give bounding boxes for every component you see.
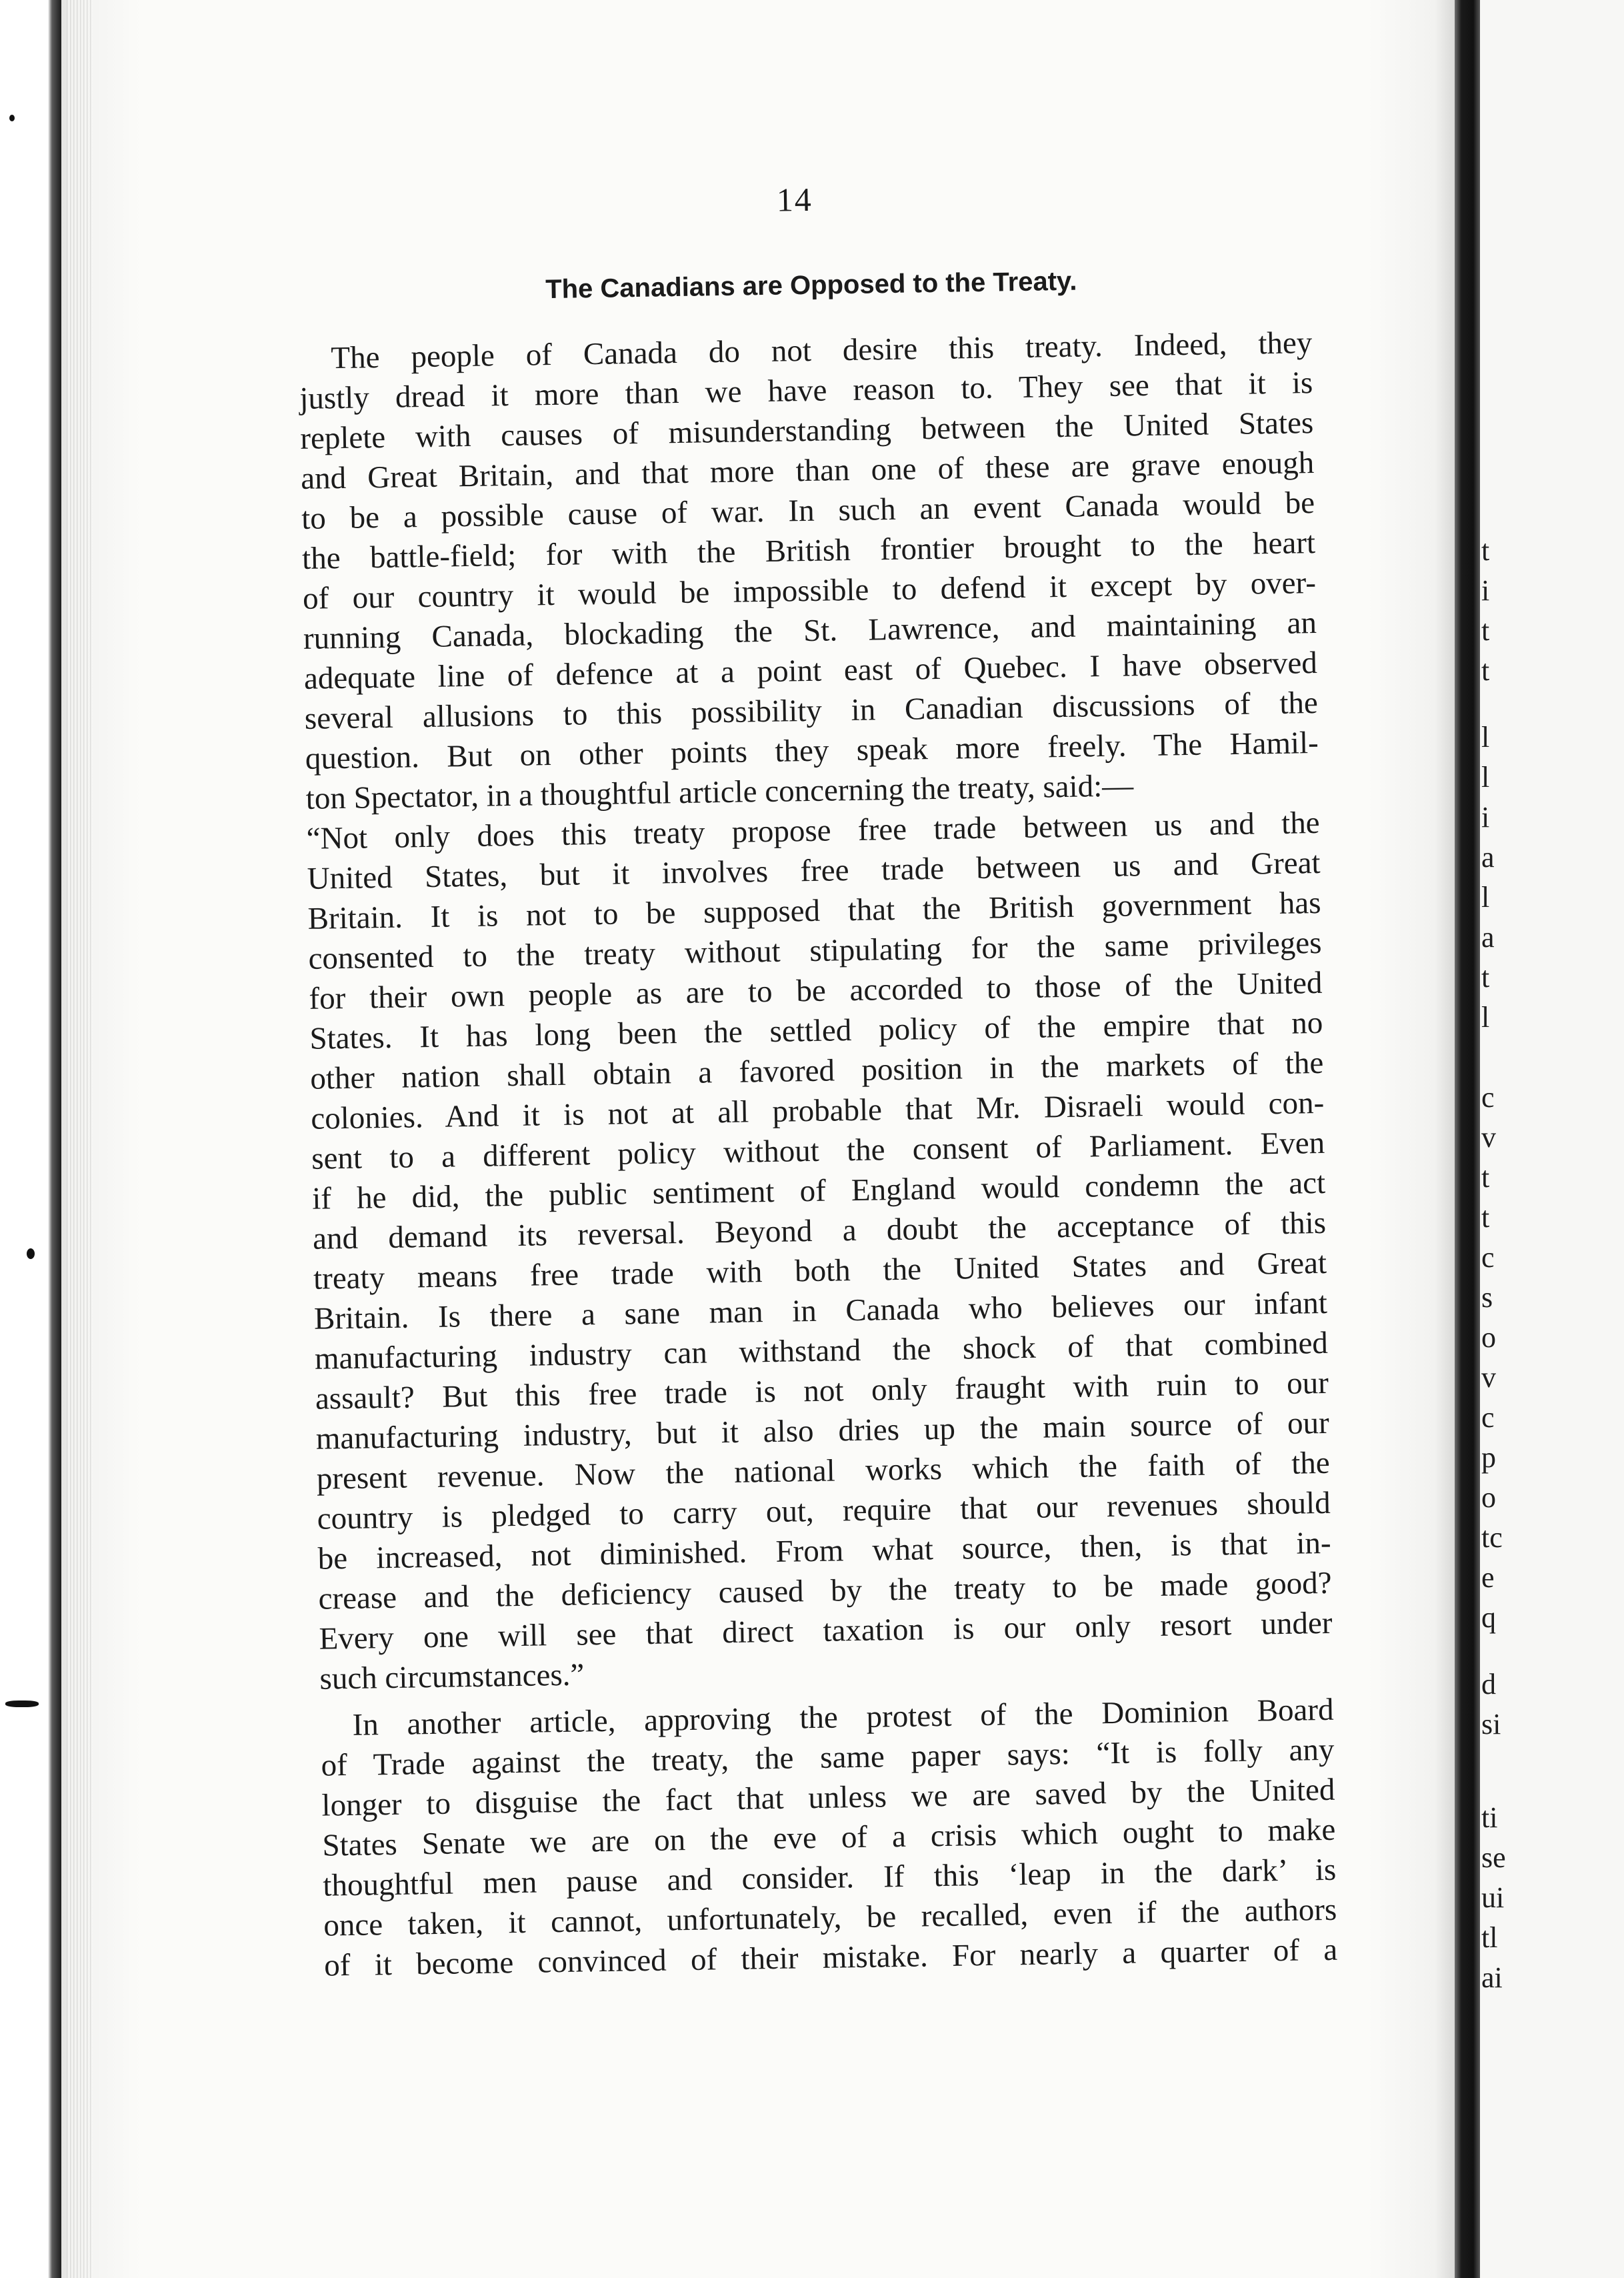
- quote-line: such circumstances.”: [319, 1657, 585, 1696]
- quote-line: colonies. And it is not at all probable that Mr. Disraeli would con-: [310, 1085, 1325, 1136]
- quote-line: Britain. Is there a sane man in Canada who believes our infant: [313, 1285, 1328, 1336]
- quote-line: for their own people as are to be accorded to those of the United: [309, 965, 1323, 1016]
- adjacent-page-fragment: tc: [1481, 1521, 1503, 1554]
- adjacent-page-fragment: p: [1481, 1441, 1496, 1474]
- adjacent-page-fragment: o: [1481, 1481, 1496, 1514]
- scan-speck: [27, 1248, 35, 1259]
- text-line: ton Spectator, in a thoughtful article concerning the treaty, said:—: [305, 768, 1134, 816]
- text-line: longer to disguise the fact that unless we are saved by the United: [321, 1772, 1335, 1823]
- page-number: 14: [776, 180, 813, 219]
- text-line: running Canada, blockading the St. Lawrence, and maintaining an: [303, 606, 1317, 656]
- quote-line: “Not only does this treaty propose free trade between us and the: [306, 805, 1320, 856]
- adjacent-page-fragment: ui: [1481, 1881, 1505, 1914]
- quote-line: consented to the treaty without stipulating for the same privileges: [308, 925, 1322, 976]
- quote-line: treaty means free trade with both the United States and Great: [313, 1245, 1327, 1296]
- quote-line: assault? But this free trade is not only fraught with ruin to our: [315, 1365, 1329, 1416]
- quote-line: Britain. It is not to be supposed that the British government has: [307, 885, 1321, 936]
- scan-speck: [5, 1700, 39, 1707]
- adjacent-page-fragment: l: [1481, 881, 1490, 914]
- adjacent-page-fragment: t: [1481, 534, 1490, 567]
- text-line: question. But on other points they speak more freely. The Hamil-: [305, 725, 1319, 776]
- adjacent-page-fragment: t: [1481, 614, 1490, 647]
- quote-line: manufacturing industry can withstand the shock of that combined: [314, 1325, 1329, 1376]
- quote-line: present revenue. Now the national works which the faith of the: [316, 1445, 1331, 1496]
- adjacent-page-fragment: o: [1481, 1321, 1496, 1354]
- adjacent-page-edge: [1480, 0, 1624, 2278]
- quote-line: United States, but it involves free trade between us and Great: [307, 845, 1321, 896]
- text-line: the battle-field; for with the British frontier brought to the heart: [301, 525, 1316, 576]
- adjacent-page-fragment: ti: [1481, 1801, 1498, 1834]
- adjacent-page-fragment: v: [1481, 1361, 1496, 1394]
- text-line: of Trade against the treaty, the same paper says: “It is folly any: [321, 1732, 1335, 1783]
- adjacent-page-fragment: c: [1481, 1401, 1495, 1434]
- adjacent-page-fragment: si: [1481, 1708, 1501, 1741]
- adjacent-page-fragment: v: [1481, 1121, 1496, 1154]
- text-line: States Senate we are on the eve of a crisis which ought to make: [322, 1812, 1336, 1863]
- text-line: of it become convinced of their mistake. For nearly a quarter of a: [323, 1932, 1338, 1983]
- adjacent-page-fragment: t: [1481, 1201, 1490, 1234]
- adjacent-page-fragment: s: [1481, 1281, 1493, 1314]
- page-stack-edge: [67, 0, 93, 2278]
- text-line: The people of Canada do not desire this treaty. Indeed, they: [331, 325, 1313, 376]
- adjacent-page-fragment: ai: [1481, 1961, 1503, 1994]
- adjacent-page-fragment: t: [1481, 961, 1490, 994]
- adjacent-page-fragment: i: [1481, 574, 1490, 607]
- adjacent-page-fragment: l: [1481, 721, 1490, 754]
- quote-line: sent to a different policy without the consent of Parliament. Even: [311, 1125, 1325, 1176]
- adjacent-page-fragment: tl: [1481, 1921, 1498, 1954]
- quote-line: manufacturing industry, but it also dries up the main source of our: [315, 1405, 1330, 1456]
- adjacent-page-fragment: se: [1481, 1841, 1506, 1874]
- text-line: once taken, it cannot, unfortunately, be recalled, even if the authors: [323, 1892, 1337, 1943]
- text-line: replete with causes of misunderstanding between the United States: [299, 405, 1314, 456]
- adjacent-page-fragment: t: [1481, 654, 1490, 687]
- adjacent-page-fragment: c: [1481, 1241, 1495, 1274]
- adjacent-page-fragment: a: [1481, 921, 1495, 954]
- adjacent-page-fragment: q: [1481, 1601, 1496, 1634]
- text-line: to be a possible cause of war. In such an event Canada would be: [301, 485, 1315, 536]
- scan-speck: [9, 115, 15, 121]
- text-line: justly dread it more than we have reason to. They see that it is: [299, 365, 1313, 416]
- adjacent-page-fragment: a: [1481, 841, 1495, 874]
- quote-line: other nation shall obtain a favored position in the markets of the: [310, 1045, 1324, 1096]
- adjacent-page-fragment: c: [1481, 1081, 1495, 1114]
- quote-line: States. It has long been the settled policy of the empire that no: [309, 1005, 1323, 1056]
- text-line: adequate line of defence at a point east of Quebec. I have observed: [303, 646, 1318, 696]
- adjacent-page-fragment: e: [1481, 1561, 1495, 1594]
- quote-line: crease and the deficiency caused by the treaty to be made good?: [318, 1565, 1332, 1616]
- text-line: of our country it would be impossible to defend it except by over-: [302, 565, 1317, 616]
- text-line: several allusions to this possibility in Canadian discussions of the: [304, 685, 1319, 736]
- adjacent-page-fragment: l: [1481, 761, 1490, 794]
- adjacent-page-fragment: i: [1481, 801, 1490, 834]
- text-line: thoughtful men pause and consider. If this ‘leap in the dark’ is: [323, 1852, 1337, 1903]
- text-line: and Great Britain, and that more than one of these are grave enough: [300, 445, 1315, 496]
- left-binding-shadow: [0, 0, 61, 2278]
- quote-line: country is pledged to carry out, require that our revenues should: [317, 1485, 1331, 1536]
- section-heading: The Canadians are Opposed to the Treaty.: [545, 266, 1077, 305]
- text-line: In another article, approving the protest of the Dominion Board: [352, 1692, 1334, 1743]
- quote-line: be increased, not diminished. From what source, then, is that in-: [317, 1525, 1331, 1576]
- quote-line: and demand its reversal. Beyond a doubt the acceptance of this: [312, 1205, 1327, 1256]
- adjacent-page-fragment: d: [1481, 1668, 1496, 1700]
- quote-line: Every one will see that direct taxation is our only resort under: [319, 1605, 1333, 1656]
- adjacent-page-fragment: t: [1481, 1161, 1490, 1194]
- book-spine: [1455, 0, 1480, 2278]
- quote-line: if he did, the public sentiment of England would condemn the act: [311, 1165, 1326, 1216]
- adjacent-page-fragment: l: [1481, 1001, 1490, 1034]
